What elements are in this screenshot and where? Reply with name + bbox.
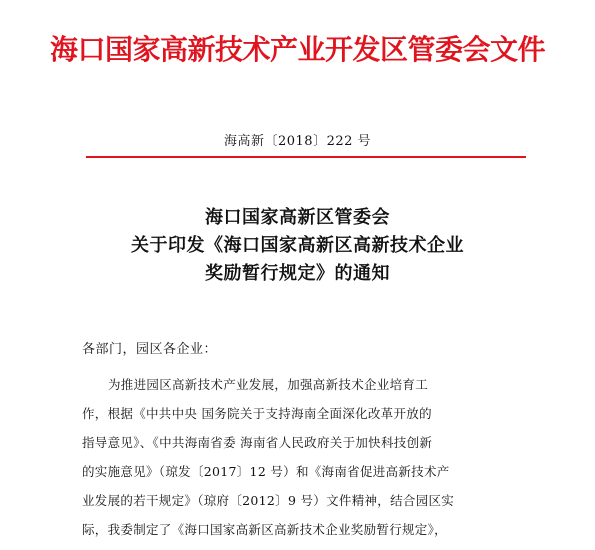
document-number: 海高新〔2018〕222 号 [223,134,372,149]
body-line: 际，我委制定了《海口国家高新区高新技术企业奖励暂行规定》， [82,522,447,537]
notice-title [0,204,595,288]
issuing-authority-title: 海口国家高新技术产业开发区管委会文件 [49,33,545,66]
body-text [82,370,528,544]
notice-title-line: 奖励暂行规定》的通知 [205,263,390,284]
body-line: 的实施意见》（琼发〔2017〕12 号）和《海南省促进高新技术产 [82,464,450,479]
notice-title-line: 关于印发《海口国家高新区高新技术企业 [131,235,464,256]
body-line: 指导意见》、《中共海南省委 海南省人民政府关于加快科技创新 [82,435,433,450]
body-line: 业发展的若干规定》（琼府〔2012〕9 号）文件精神，结合园区实 [82,493,455,508]
notice-title-line: 海口国家高新区管委会 [205,207,390,228]
body-line: 为推进园区高新技术产业发展，加强高新技术企业培育工 [108,377,429,392]
red-separator-line [86,156,526,158]
salutation: 各部门，园区各企业： [82,342,218,357]
body-line: 作，根据《中共中央 国务院关于支持海南全面深化改革开放的 [82,406,432,421]
